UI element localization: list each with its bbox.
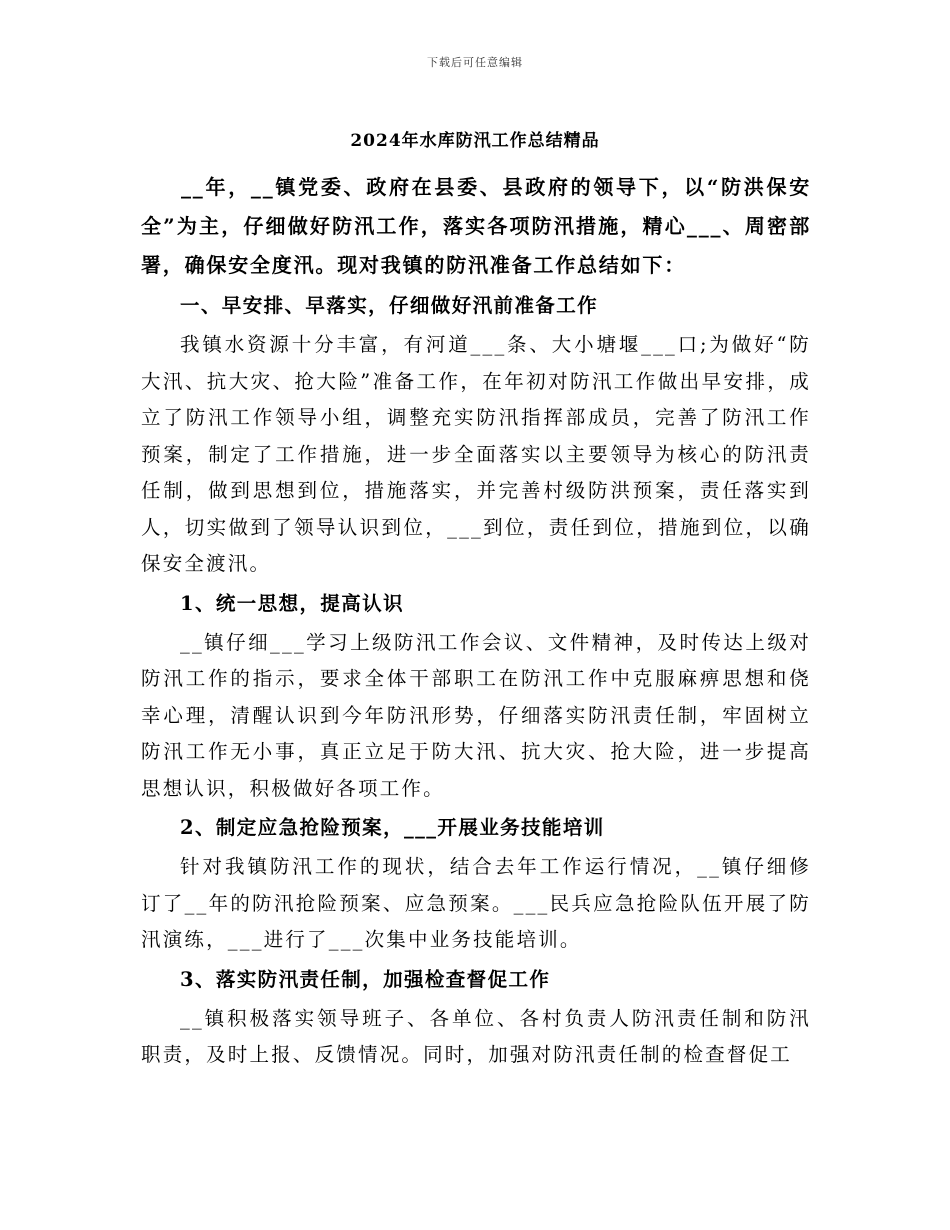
document-body: [141, 168, 811, 1074]
document-title: 2024年水库防汛工作总结精品: [350, 131, 600, 151]
header-note: 下载后可任意编辑: [427, 56, 523, 69]
item-3-paragraph: __镇积极落实领导班子、各单位、各村负责人防汛责任制和防汛职责，及时上报、反馈情况。同时，加强对防汛责任制的检查督促工: [141, 1006, 811, 1066]
section-1-heading: 一、早安排、早落实，仔细做好汛前准备工作: [180, 294, 599, 317]
intro-paragraph: __年，__镇党委、政府在县委、县政府的领导下，以“防洪保安全”为主，仔细做好防汛工作，落实各项防汛措施，精心___、周密部署，确保安全度汛。现对我镇的防汛准备工作总结如下：: [141, 175, 811, 277]
item-3-heading: 3、落实防汛责任制，加强检查督促工作: [180, 967, 551, 991]
item-1-heading: 1、统一思想，提高认识: [180, 591, 404, 615]
item-2-paragraph: 针对我镇防汛工作的现状，结合去年工作运行情况，__镇仔细修订了__年的防汛抢险预案、应急预案。___民兵应急抢险队伍开展了防汛演练，___进行了___次集中业务技能培训。: [141, 855, 811, 951]
section-1-paragraph: 我镇水资源十分丰富，有河道___条、大小塘堰___口;为做好“防大汛、抗大灾、抢大险”准备工作，在年初对防汛工作做出早安排，成立了防汛工作领导小组，调整充实防汛指挥部成员，完善了防汛工作预案，制定了工作措施，进一步全面落实以主要领导为核心的防汛责任制，做到思想到位，措施落实，并完善村级防洪预案，责任落实到人，切实做到了领导认识到位，___到位，责任到位，措施到位，以确保安全渡汛。: [141, 333, 811, 575]
item-1-paragraph: __镇仔细___学习上级防汛工作会议、文件精神，及时传达上级对防汛工作的指示，要求全体干部职工在防汛工作中克服麻痹思想和侥幸心理，清醒认识到今年防汛形势，仔细落实防汛责任制，牢固树立防汛工作无小事，真正立足于防大汛、抗大灾、抢大险，进一步提高思想认识，积极做好各项工作。: [141, 630, 811, 800]
item-2-heading: 2、制定应急抢险预案，___开展业务技能培训: [180, 816, 605, 839]
